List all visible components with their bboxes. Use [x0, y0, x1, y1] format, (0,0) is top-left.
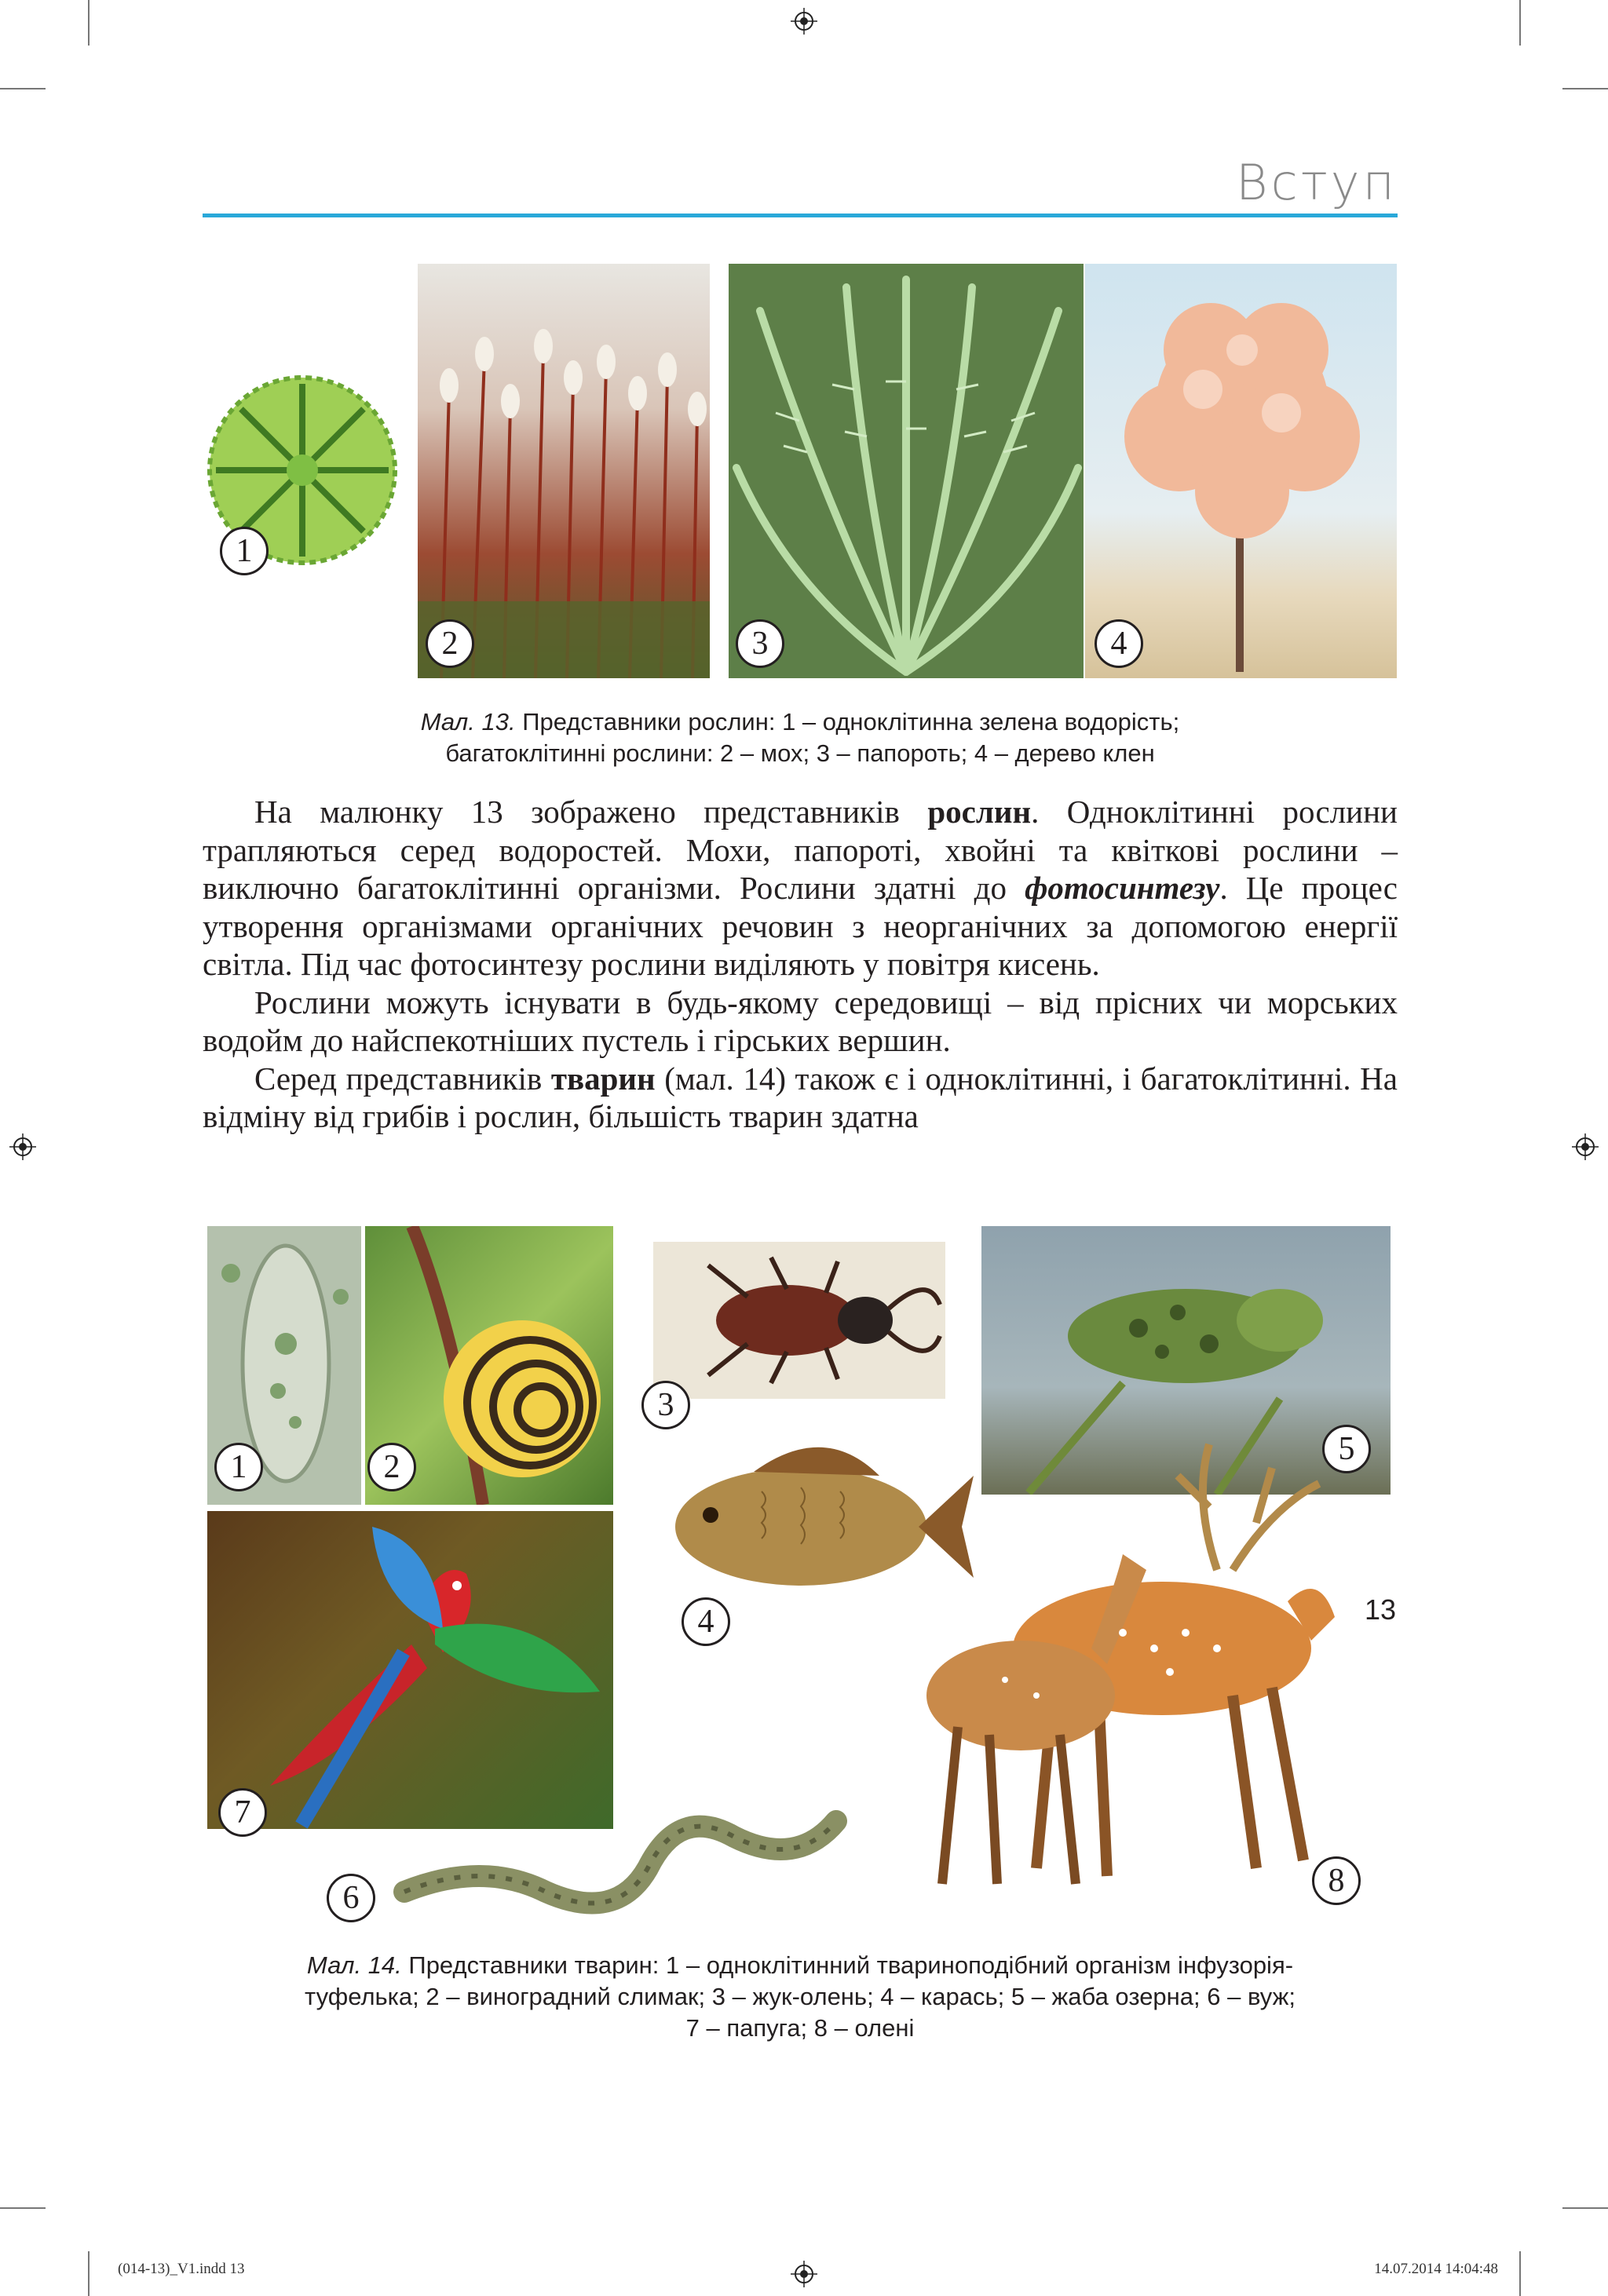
figure-label: 1 [220, 527, 269, 575]
text-run: Серед представників [254, 1060, 551, 1097]
fern-image [729, 264, 1084, 678]
registration-mark-icon [1572, 1133, 1599, 1160]
term-plants: рослин [927, 794, 1032, 830]
crop-mark [1519, 0, 1521, 46]
caption-line: туфелька; 2 – виноградний слимак; 3 – жук-олень; 4 – карась; 5 – жаба озерна; 6 – вуж; [305, 1983, 1296, 2010]
crop-mark [88, 0, 90, 46]
figure-label: 4 [1095, 619, 1143, 668]
figure-13-caption [203, 706, 1398, 769]
caption-prefix: Мал. 14. [306, 1951, 402, 1979]
footer-file: (014-13)_V1.indd 13 [118, 2261, 245, 2277]
moss-image [418, 264, 710, 678]
paragraph [203, 793, 1398, 984]
stag-beetle-image [653, 1242, 945, 1399]
term-photosynthesis: фотосинтезу [1025, 870, 1220, 906]
text-run: . Це процес утворення організмами органічних речовин з неорганічних за допомогою енергії світла. Під час фотосинтезу рослини виділяють у повітря кисень. [203, 870, 1398, 982]
figure-label: 6 [327, 1874, 375, 1922]
crop-mark [1519, 2251, 1521, 2296]
paragraph [203, 1060, 1398, 1136]
figure-label: 2 [426, 619, 474, 668]
term-animals: тварин [550, 1060, 656, 1097]
crop-mark [1562, 88, 1608, 89]
grass-snake-image [389, 1774, 852, 1931]
crop-mark [0, 2207, 46, 2209]
deer-image [864, 1413, 1394, 1900]
figure-label: 3 [641, 1381, 690, 1429]
page-number: 13 [1364, 1593, 1396, 1626]
registration-mark-icon [791, 8, 817, 35]
figure-label: 1 [214, 1443, 263, 1491]
section-title: Вступ [1236, 154, 1398, 211]
registration-mark-icon [9, 1133, 36, 1160]
body-text [203, 793, 1398, 1136]
crop-mark [88, 2251, 90, 2296]
registration-mark-icon [791, 2261, 817, 2287]
caption-line: Представники тварин: 1 – одноклітинний твариноподібний організм інфузорія- [401, 1951, 1294, 1979]
paragraph: Рослини можуть існувати в будь-якому середовищі – від прісних чи морських водойм до найспекотніших пустель і гірських вершин. [203, 984, 1398, 1058]
caption-line: Представники рослин: 1 – одноклітинна зелена водорість; [515, 708, 1180, 736]
maple-tree-image [1085, 264, 1397, 678]
text-run: На малюнку 13 зображено представників [254, 794, 928, 830]
figure-14-caption [203, 1950, 1398, 2044]
crop-mark [1562, 2207, 1608, 2209]
figure-label: 5 [1322, 1425, 1371, 1473]
footer-datetime: 14.07.2014 14:04:48 [1374, 2261, 1498, 2277]
figure-label: 7 [218, 1788, 267, 1837]
text-run: (мал. 14) також є і одноклітинні, і багатоклітинні. На відміну від грибів і рослин, більшість тварин здатна [203, 1060, 1398, 1134]
figure-label: 3 [736, 619, 784, 668]
caption-line: 7 – папуга; 8 – олені [685, 2014, 915, 2042]
header-rule [203, 214, 1398, 217]
figure-label: 2 [367, 1443, 416, 1491]
caption-prefix: Мал. 13. [420, 708, 516, 736]
figure-label: 8 [1312, 1856, 1361, 1905]
text-run: . Одноклітинні рослини трапляються серед водоростей. Мохи, папороті, хвойні та квіткові рослини – виключно багатоклітинні організми. Рослини здатні до [203, 794, 1398, 906]
figure-label: 4 [682, 1597, 730, 1646]
crop-mark [0, 88, 46, 89]
caption-line: багатоклітинні рослини: 2 – мох; 3 – папороть; 4 – дерево клен [445, 739, 1155, 767]
